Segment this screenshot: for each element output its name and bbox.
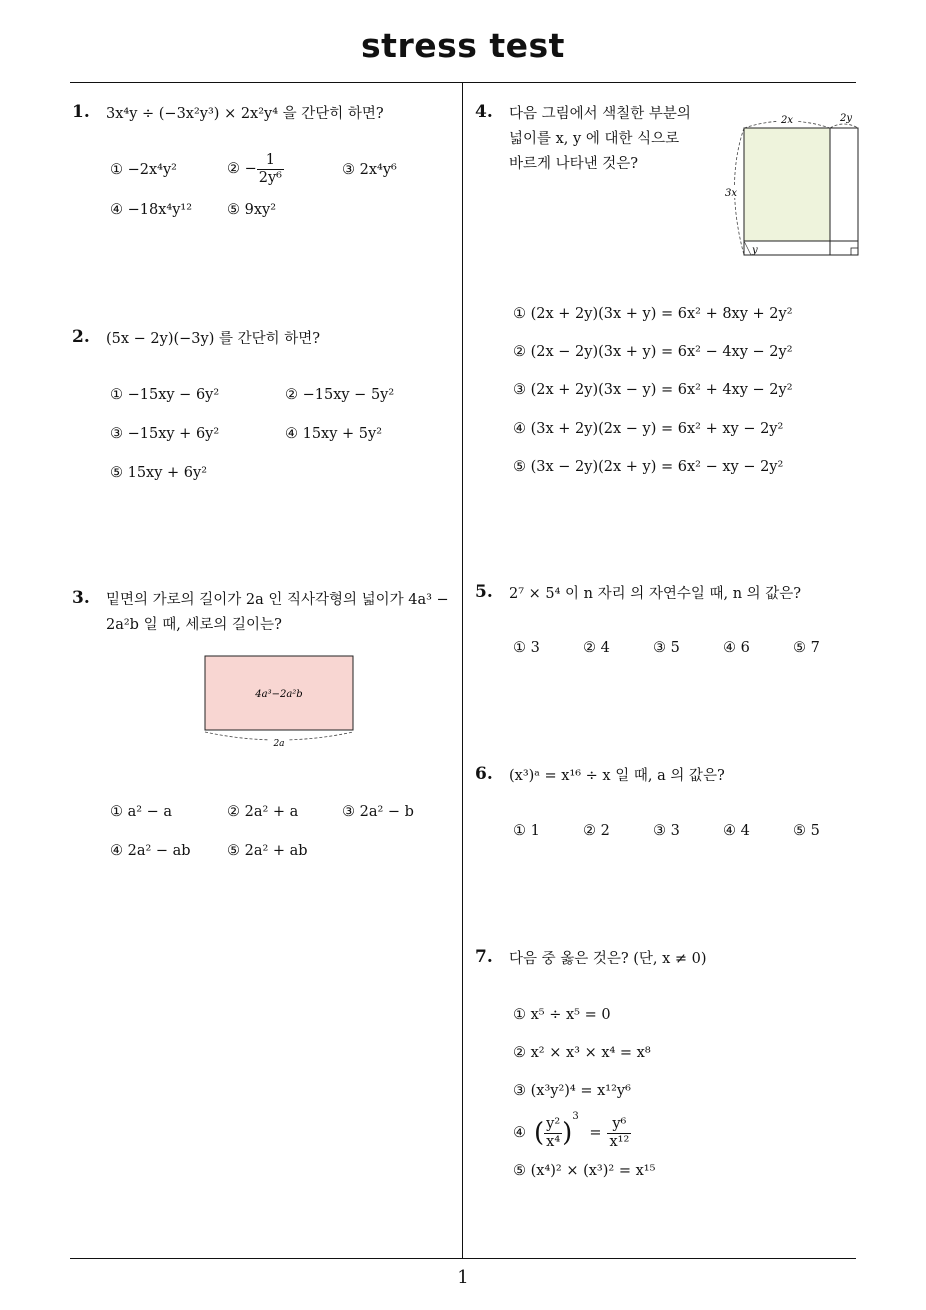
area-figure xyxy=(717,108,862,260)
label-top-right: 2y xyxy=(839,113,853,124)
fraction-left xyxy=(544,1116,562,1150)
top-right-dimension-arc xyxy=(830,124,858,128)
option-3[interactable]: ③ (2x + 2y)(3x − y) = 6x² + 4xy − 2y² xyxy=(513,382,793,398)
option-3[interactable]: ③ 5 xyxy=(653,640,680,656)
option-4[interactable]: ④ 2a² − ab xyxy=(110,843,191,859)
option-1[interactable]: ① −2x⁴y² xyxy=(110,162,177,178)
question-text: 2⁷ × 5⁴ 이 n 자리 의 자연수일 때, n 의 값은? xyxy=(509,586,802,602)
question-text: (x³)ᵃ = x¹⁶ ÷ x 일 때, a 의 값은? xyxy=(509,768,725,784)
question-number: 1. xyxy=(72,102,90,122)
question-text-line-1: 다음 그림에서 색칠한 부분의 xyxy=(509,106,691,122)
option-5[interactable]: ⑤ 7 xyxy=(793,640,820,656)
question-number: 7. xyxy=(475,947,493,967)
question-text xyxy=(509,102,691,177)
question-number: 5. xyxy=(475,582,493,602)
label-top-left: 2x xyxy=(780,115,794,126)
fraction-denominator: 2y⁶ xyxy=(258,169,282,186)
question-2 xyxy=(72,327,452,487)
option-4-label: ④ xyxy=(513,1125,526,1141)
option-5[interactable]: ⑤ 2a² + ab xyxy=(227,843,308,859)
equals-sign: = xyxy=(589,1125,602,1141)
question-6 xyxy=(475,764,865,854)
shaded-region xyxy=(744,128,830,241)
option-3[interactable]: ③ 3 xyxy=(653,823,680,839)
fraction-denominator: x¹² xyxy=(609,1133,630,1150)
option-1[interactable]: ① 1 xyxy=(513,823,540,839)
question-text xyxy=(106,588,461,638)
question-text: 3x⁴y ÷ (−3x²y³) × 2x²y⁴ 을 간단히 하면? xyxy=(106,106,384,122)
option-1[interactable]: ① (2x + 2y)(3x + y) = 6x² + 8xy + 2y² xyxy=(513,306,793,322)
page-title: stress test xyxy=(361,26,565,65)
option-2[interactable]: ② x² × x³ × x⁴ = x⁸ xyxy=(513,1045,651,1061)
option-4[interactable]: ④ 15xy + 5y² xyxy=(285,426,383,442)
option-3[interactable]: ③ 2a² − b xyxy=(342,804,414,820)
bottom-strip-mark xyxy=(744,241,751,255)
fraction-numerator: y⁶ xyxy=(607,1116,631,1134)
option-4[interactable]: ④ 6 xyxy=(723,640,750,656)
question-text-line-1: 밑면의 가로의 길이가 2a 인 직사각형의 넓이가 4a³ − xyxy=(106,592,449,608)
option-5[interactable]: ⑤ 15xy + 6y² xyxy=(110,465,208,481)
fraction-numerator: 1 xyxy=(257,152,284,170)
option-2[interactable] xyxy=(227,152,284,186)
question-3 xyxy=(72,588,457,868)
option-4[interactable]: ④ 4 xyxy=(723,823,750,839)
option-5[interactable]: ⑤ (x⁴)² × (x³)² = x¹⁵ xyxy=(513,1163,656,1179)
option-2[interactable]: ② 2 xyxy=(583,823,610,839)
option-2[interactable]: ② −15xy − 5y² xyxy=(285,387,395,403)
fraction xyxy=(257,152,284,186)
option-3[interactable]: ③ (x³y²)⁴ = x¹²y⁶ xyxy=(513,1083,631,1099)
question-5 xyxy=(475,582,865,672)
fraction-right xyxy=(607,1116,631,1150)
left-paren: ( xyxy=(534,1118,545,1148)
area-label: 4a³−2a²b xyxy=(255,689,303,700)
option-4[interactable]: ④ −18x⁴y¹² xyxy=(110,202,193,218)
question-text: (5x − 2y)(−3y) 를 간단히 하면? xyxy=(106,331,321,347)
question-number: 3. xyxy=(72,588,90,608)
option-1[interactable]: ① a² − a xyxy=(110,804,173,820)
bottom-divider xyxy=(70,1258,856,1259)
option-5[interactable]: ⑤ (3x − 2y)(2x + y) = 6x² − xy − 2y² xyxy=(513,459,784,475)
right-angle-mark xyxy=(851,248,858,255)
question-number: 4. xyxy=(475,102,493,122)
question-text-line-3: 바르게 나타낸 것은? xyxy=(509,156,639,172)
fraction-numerator: y² xyxy=(546,1115,561,1132)
label-side: 3x xyxy=(724,188,738,199)
option-3[interactable]: ③ −15xy + 6y² xyxy=(110,426,220,442)
width-label: 2a xyxy=(273,739,285,749)
option-5[interactable]: ⑤ 9xy² xyxy=(227,202,277,218)
question-number: 2. xyxy=(72,327,90,347)
fraction-denominator: x⁴ xyxy=(546,1133,561,1150)
option-4[interactable] xyxy=(513,1111,631,1150)
option-1[interactable]: ① x⁵ ÷ x⁵ = 0 xyxy=(513,1007,611,1023)
column-divider xyxy=(462,83,463,1259)
option-1[interactable]: ① 3 xyxy=(513,640,540,656)
top-divider xyxy=(70,82,856,83)
label-bottom: y xyxy=(752,245,758,256)
question-4 xyxy=(475,102,865,482)
option-2[interactable]: ② 2a² + a xyxy=(227,804,299,820)
option-2[interactable]: ② (2x − 2y)(3x + y) = 6x² − 4xy − 2y² xyxy=(513,344,793,360)
option-1[interactable]: ① −15xy − 6y² xyxy=(110,387,220,403)
option-3[interactable]: ③ 2x⁴y⁶ xyxy=(342,162,397,178)
option-4[interactable]: ④ (3x + 2y)(2x − y) = 6x² + xy − 2y² xyxy=(513,421,784,437)
question-7 xyxy=(475,947,865,1197)
question-text: 다음 중 옳은 것은? (단, x ≠ 0) xyxy=(509,951,707,967)
question-text-line-2: 2a²b 일 때, 세로의 길이는? xyxy=(106,617,282,633)
right-paren: ) xyxy=(562,1118,573,1148)
question-1 xyxy=(72,102,452,232)
exponent: 3 xyxy=(572,1111,579,1122)
option-2[interactable]: ② 4 xyxy=(583,640,610,656)
question-text-line-2: 넓이를 x, y 에 대한 식으로 xyxy=(509,131,680,147)
question-number: 6. xyxy=(475,764,493,784)
option-5[interactable]: ⑤ 5 xyxy=(793,823,820,839)
option-2-label: ② − xyxy=(227,161,257,178)
page-number: 1 xyxy=(457,1267,469,1288)
rectangle-figure xyxy=(202,654,362,750)
